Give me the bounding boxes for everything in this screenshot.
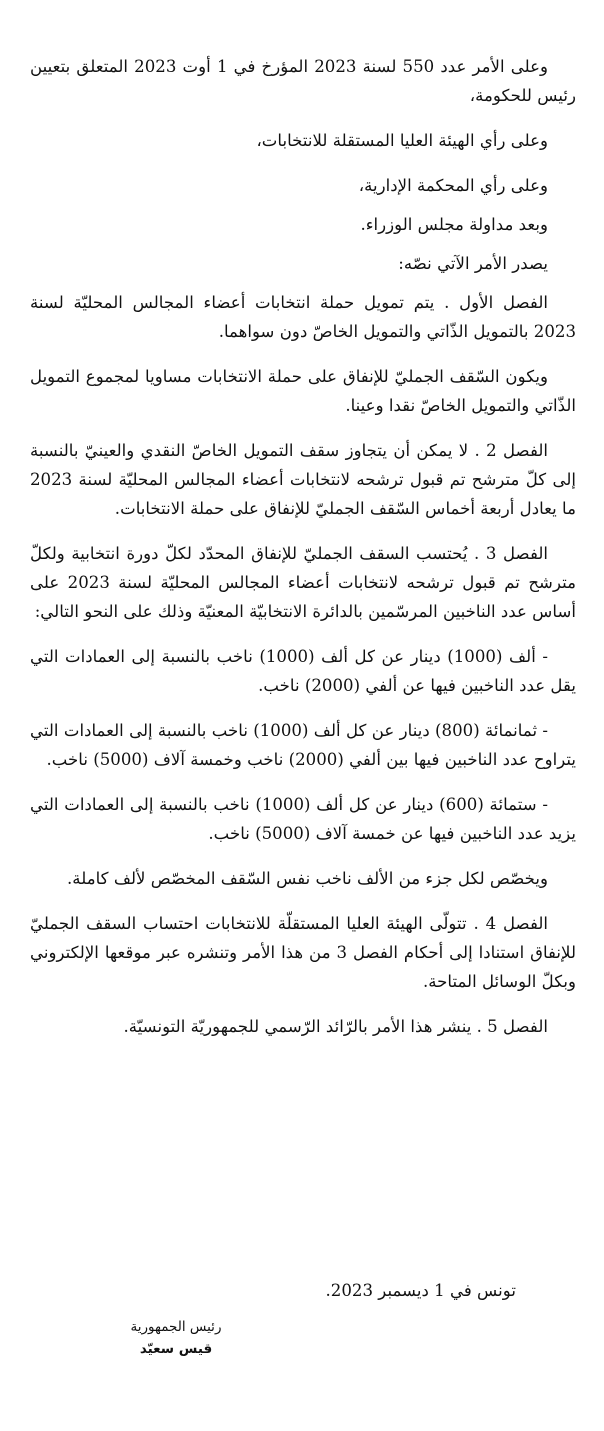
paragraph-decree-reference: وعلى الأمر عدد 550 لسنة 2023 المؤرخ في 1 أوت 2023 المتعلق بتعيين رئيس للحكومة،: [30, 57, 576, 105]
document-body: [30, 52, 576, 1057]
paragraph-article-3: الفصل 3 . يُحتسب السقف الجمليّ للإنفاق المحدّد لكلّ دورة انتخابية ولكلّ مترشح تم قبول ترشحه لانتخابات أعضاء المجالس المحليّة لسنة 2023 على أساس عدد الناخبين المرسّمين بالدائرة الانتخابيّة المعنيّة وذلك على النحو التالي:: [30, 544, 576, 621]
paragraph-administrative-court-opinion: وعلى رأي المحكمة الإدارية،: [358, 176, 548, 195]
signature-name: قيس سعيّد: [139, 1341, 213, 1357]
paragraph-enactment-formula: يصدر الأمر الآتي نصّه:: [398, 254, 548, 273]
paragraph-electoral-authority-opinion: وعلى رأي الهيئة العليا المستقلة للانتخابات،: [256, 131, 548, 150]
signature-block: [96, 1316, 256, 1360]
paragraph-article-1-ceiling: ويكون السّقف الجمليّ للإنفاق على حملة الانتخابات مساويا لمجموع التمويل الذّاتي والتمويل الخاصّ نقدا وعينا.: [30, 367, 576, 415]
date-line: تونس في 1 ديسمبر 2023.: [325, 1281, 516, 1300]
signature-title: رئيس الجمهورية: [130, 1319, 222, 1335]
paragraph-article-4: الفصل 4 . تتولّى الهيئة العليا المستقلّة للانتخابات احتساب السقف الجمليّ للإنفاق استنادا إلى أحكام الفصل 3 من هذا الأمر وتنشره عبر موقعها الإلكتروني وبكلّ الوسائل المتاحة.: [30, 914, 576, 991]
paragraph-council-deliberation: وبعد مداولة مجلس الوزراء.: [360, 215, 548, 234]
list-item-tier-2: - ثمانمائة (800) دينار عن كل ألف (1000) ناخب بالنسبة إلى العمادات التي يتراوح عدد الناخبين فيها بين ألفي (2000) ناخب وخمسة آلاف (5000) ناخب.: [30, 721, 576, 769]
paragraph-article-2: الفصل 2 . لا يمكن أن يتجاوز سقف التمويل الخاصّ النقدي والعينيّ بالنسبة إلى كلّ مترشح تم قبول ترشحه لانتخابات أعضاء المجالس المحليّة لسنة 2023 ما يعادل أربعة أخماس السّقف الجمليّ للإنفاق على حملة الانتخابات.: [30, 441, 576, 518]
paragraph-article-5: الفصل 5 . ينشر هذا الأمر بالرّائد الرّسمي للجمهوريّة التونسيّة.: [123, 1017, 548, 1036]
list-item-tier-1: - ألف (1000) دينار عن كل ألف (1000) ناخب بالنسبة إلى العمادات التي يقل عدد الناخبين فيها عن ألفي (2000) ناخب.: [30, 647, 576, 695]
paragraph-article-1: الفصل الأول . يتم تمويل حملة انتخابات أعضاء المجالس المحليّة لسنة 2023 بالتمويل الذّاتي والتمويل الخاصّ دون سواهما.: [30, 293, 576, 341]
paragraph-partial-thousand: ويخصّص لكل جزء من الألف ناخب نفس السّقف المخصّص لألف كاملة.: [67, 869, 548, 888]
list-item-tier-3: - ستمائة (600) دينار عن كل ألف (1000) ناخب بالنسبة إلى العمادات التي يزيد عدد الناخبين فيها عن خمسة آلاف (5000) ناخب.: [30, 795, 576, 843]
